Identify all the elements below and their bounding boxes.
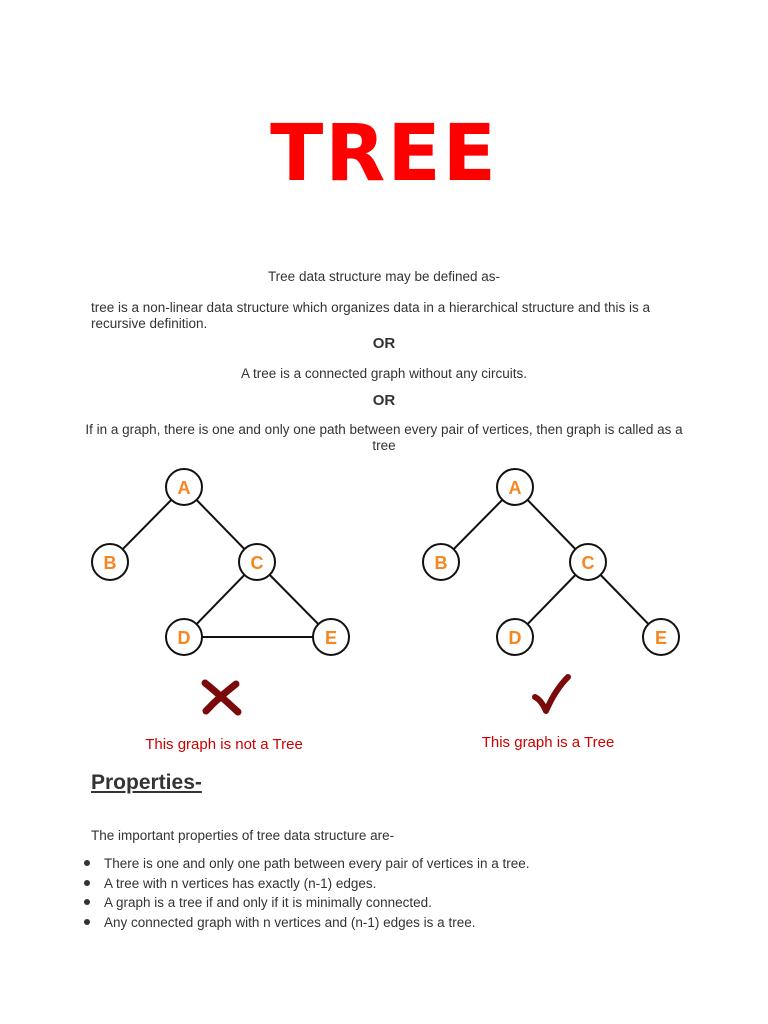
left-graph (92, 469, 349, 753)
node-d (497, 619, 533, 655)
node-label: B (103, 553, 117, 573)
list-item: There is one and only one path between every pair of vertices in a tree. (84, 854, 530, 874)
node-c (570, 544, 606, 580)
node-label: D (177, 628, 191, 648)
definition-text-1: tree is a non-linear data structure which organizes data in a hierarchical structure and this is a recursive definition. (91, 300, 651, 331)
list-item: A tree with n vertices has exactly (n-1) edges. (84, 874, 530, 894)
list-item: A graph is a tree if and only if it is minimally connected. (84, 893, 530, 913)
node-label: D (508, 628, 522, 648)
definition-text-3: If in a graph, there is one and only one path between every pair of vertices, then graph is called as a tree (85, 422, 683, 453)
node-b (92, 544, 128, 580)
node-label: B (434, 553, 448, 573)
node-label: A (508, 478, 522, 498)
right-graph-caption: This graph is a Tree (481, 734, 615, 751)
node-label: A (177, 478, 191, 498)
node-e (643, 619, 679, 655)
node-label: E (324, 628, 338, 648)
or-separator-2: OR (372, 392, 396, 409)
definition-text-2: A tree is a connected graph without any circuits. (241, 366, 527, 381)
node-e (313, 619, 349, 655)
page-title: TREE (270, 109, 498, 199)
node-c (239, 544, 275, 580)
properties-heading: Properties- (91, 771, 202, 794)
properties-intro: The important properties of tree data structure are- (91, 828, 395, 843)
left-graph-caption: This graph is not a Tree (145, 736, 303, 753)
tree-comparison-figure (0, 460, 768, 760)
or-separator-1: OR (372, 335, 396, 352)
properties-list (84, 854, 530, 933)
right-graph (423, 469, 679, 751)
node-label: C (250, 553, 264, 573)
node-b (423, 544, 459, 580)
intro-text: Tree data structure may be defined as- (267, 269, 501, 284)
node-label: E (654, 628, 668, 648)
list-item: Any connected graph with n vertices and (n-1) edges is a tree. (84, 913, 530, 933)
node-a (497, 469, 533, 505)
node-label: C (581, 553, 595, 573)
cross-icon (205, 683, 238, 712)
node-a (166, 469, 202, 505)
node-d (166, 619, 202, 655)
check-icon (535, 677, 568, 711)
